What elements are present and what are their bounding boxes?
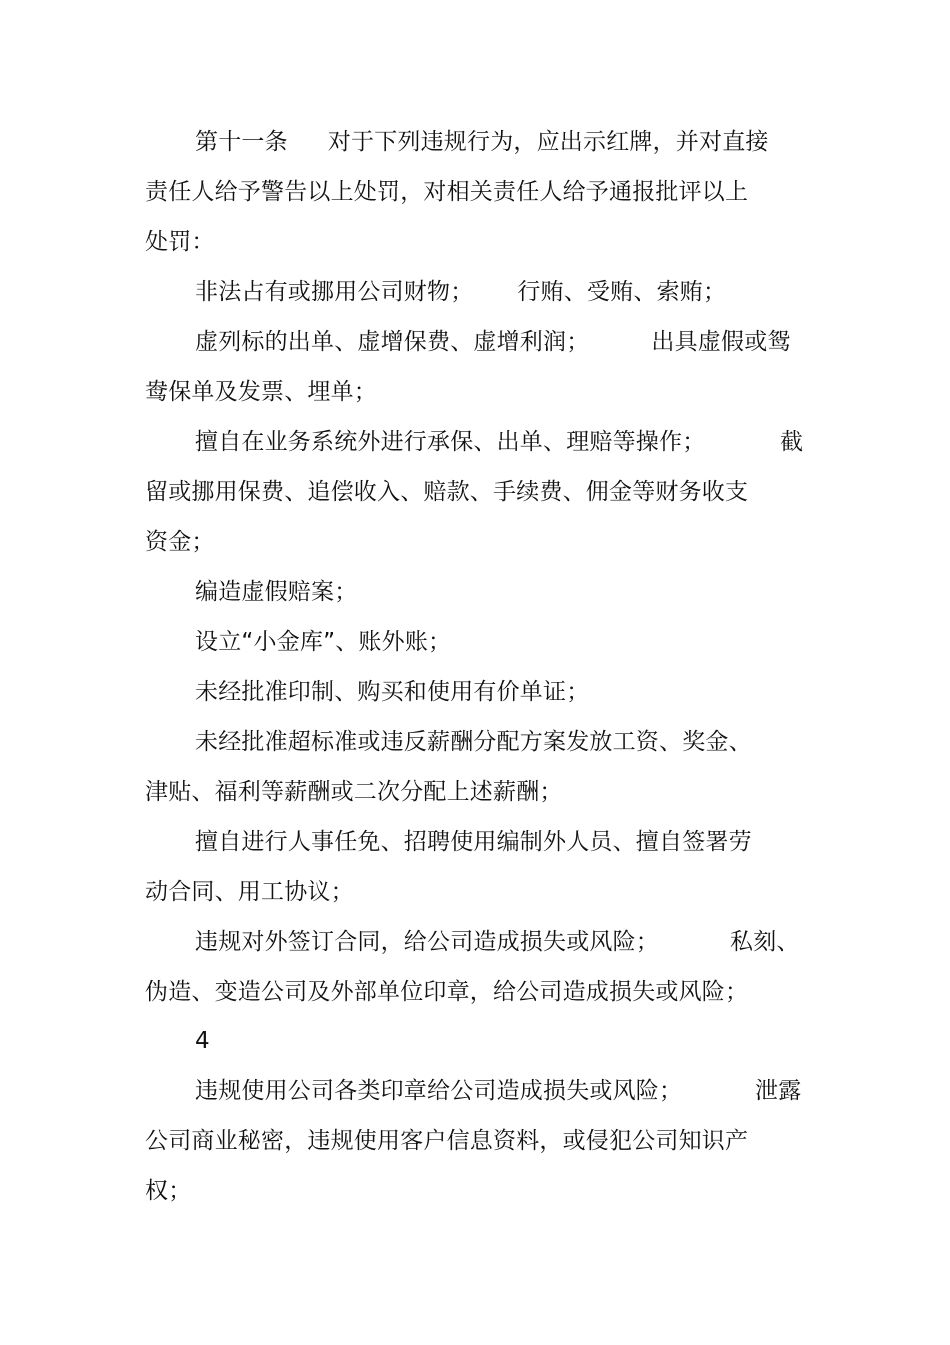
- item-line: 未经批准印制、购买和使用有价单证；: [195, 679, 590, 705]
- article-line-1: [195, 127, 769, 157]
- article-heading: 第十一条: [195, 129, 288, 155]
- item-line: 未经批准超标准或违反薪酬分配方案发放工资、奖金、: [195, 729, 752, 755]
- item-line: 津贴、福利等薪酬或二次分配上述薪酬；: [145, 779, 563, 805]
- item-line: [195, 327, 791, 357]
- item-line: 擅自在业务系统外进行承保、出单、理赔等操作；: [195, 429, 706, 455]
- article-line-3: 处罚：: [145, 229, 215, 255]
- item-line: 权；: [145, 1178, 192, 1204]
- item-line: 违规对外签订合同，给公司造成损失或风险；: [195, 929, 659, 955]
- item-line: 截: [780, 429, 804, 455]
- item-text: 出具虚假或鸳: [651, 329, 791, 355]
- item-line: 泄露: [755, 1078, 802, 1104]
- item-line: 伪造、变造公司及外部单位印章，给公司造成损失或风险；: [145, 979, 749, 1005]
- item-text: 虚列标的出单、虚增保费、虚增利润；: [195, 329, 590, 355]
- item-line: 鸯保单及发票、埋单；: [145, 379, 377, 405]
- item-line: 留或挪用保费、追偿收入、赔款、手续费、佣金等财务收支: [145, 479, 749, 505]
- item-line: [195, 277, 726, 307]
- item-text: 行贿、受贿、索贿；: [517, 279, 727, 305]
- page-number: 4: [195, 1028, 210, 1054]
- article-line-2: 责任人给予警告以上处罚，对相关责任人给予通报批评以上: [145, 179, 749, 205]
- item-line: 资金；: [145, 529, 215, 555]
- item-text: 非法占有或挪用公司财物；: [195, 279, 474, 305]
- item-line: 公司商业秘密，违规使用客户信息资料，或侵犯公司知识产: [145, 1128, 749, 1154]
- item-line: 违规使用公司各类印章给公司造成损失或风险；: [195, 1078, 683, 1104]
- item-line: 编造虚假赔案；: [195, 579, 358, 605]
- article-intro: 对于下列违规行为，应出示红牌，并对直接: [327, 129, 769, 155]
- item-line: 设立“小金库”、账外账；: [195, 629, 452, 655]
- item-line: 动合同、用工协议；: [145, 879, 354, 905]
- item-line: 私刻、: [730, 929, 800, 955]
- item-line: 擅自进行人事任免、招聘使用编制外人员、擅自签署劳: [195, 829, 752, 855]
